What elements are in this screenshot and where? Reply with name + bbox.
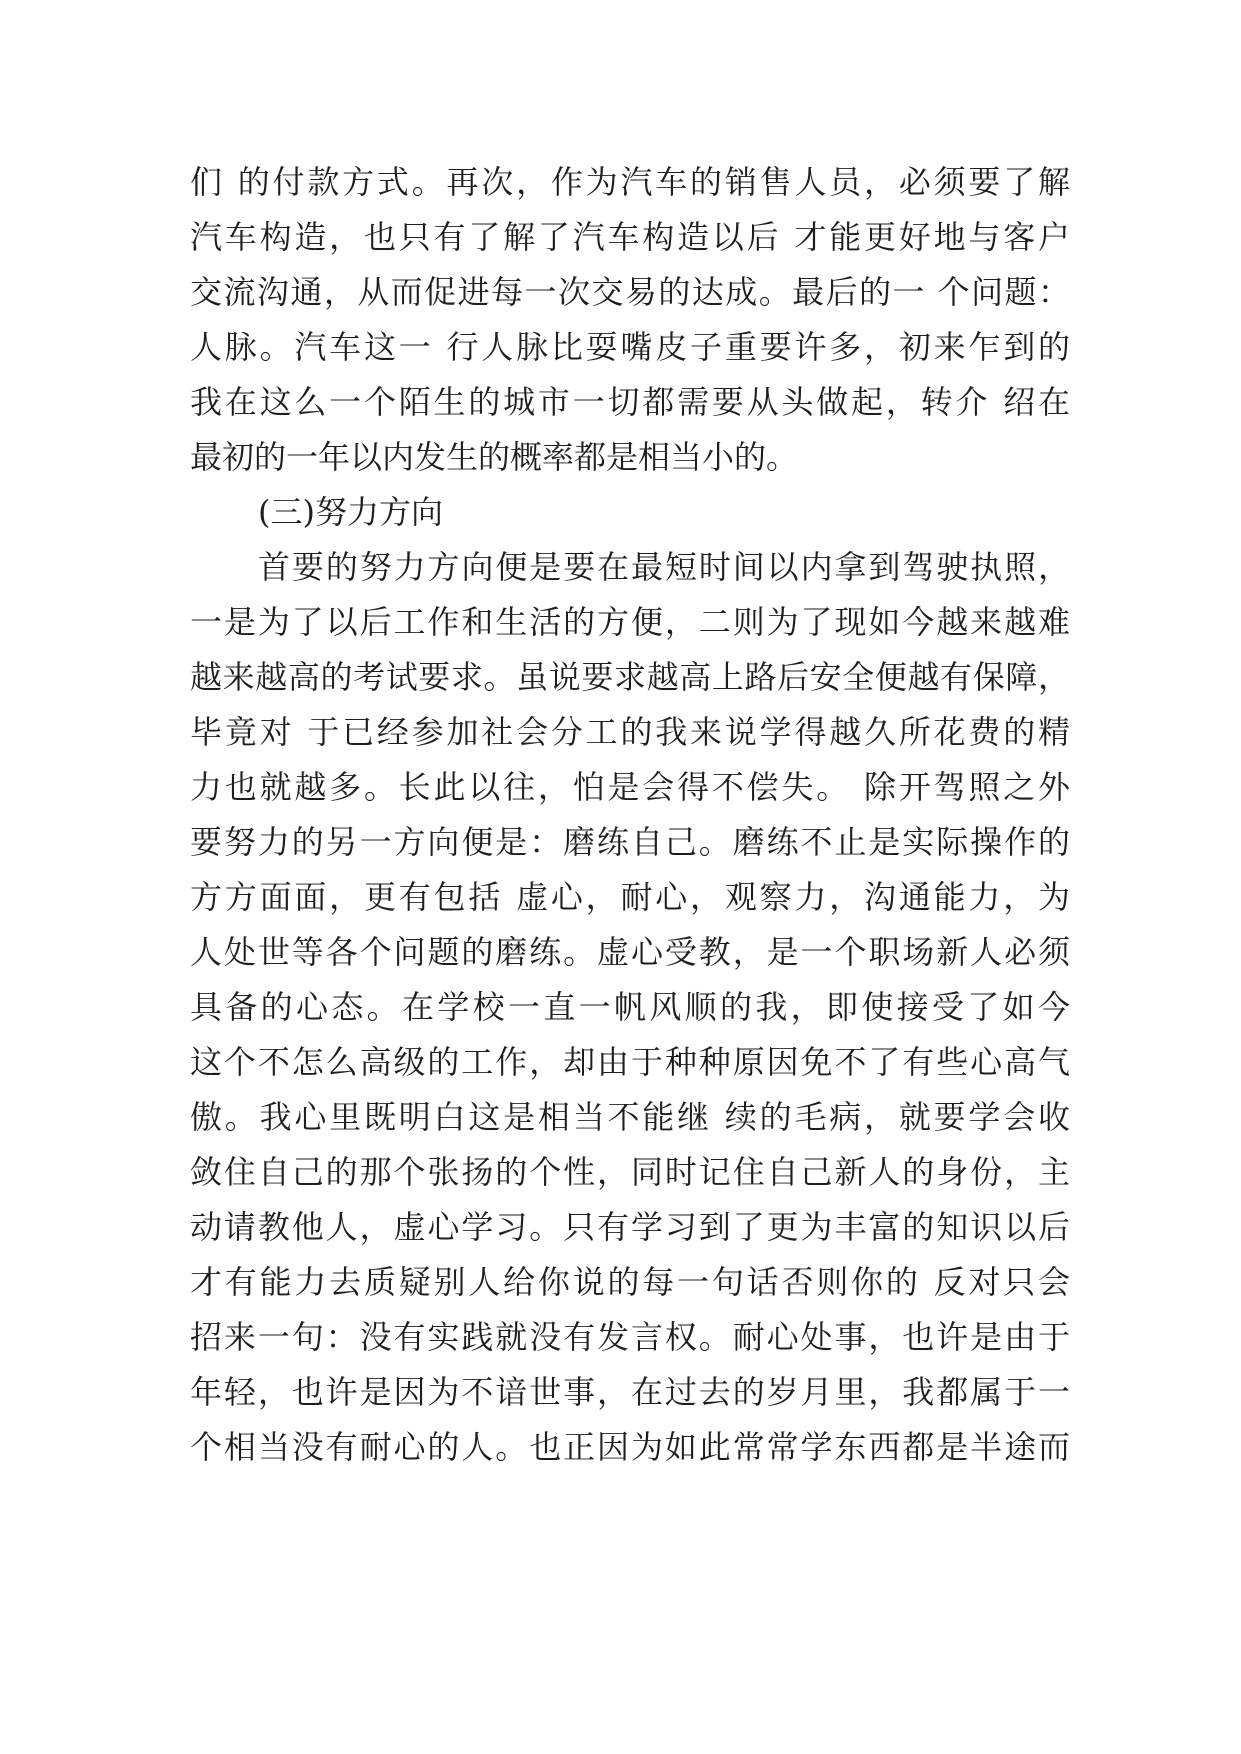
text-line: 们 的付款方式。再次，作为汽车的销售人员，必须要了解 xyxy=(190,163,1070,201)
text-line: 年轻，也许是因为不谙世事，在过去的岁月里，我都属于一 xyxy=(190,1373,1070,1411)
text-line: 首要的努力方向便是要在最短时间以内拿到驾驶执照， xyxy=(258,548,1070,586)
text-line: 具备的心态。在学校一直一帆风顺的我，即使接受了如今 xyxy=(190,988,1070,1026)
text-line: 个相当没有耐心的人。也正因为如此常常学东西都是半途而 xyxy=(190,1428,1070,1466)
text-line: 交流沟通，从而促进每一次交易的达成。最后的一 个问题： xyxy=(190,273,1070,311)
text-line: 最初的一年以内发生的概率都是相当小的。 xyxy=(190,438,799,476)
text-line: 越来越高的考试要求。虽说要求越高上路后安全便越有保障， xyxy=(190,658,1070,696)
text-line: 招来一句：没有实践就没有发言权。耐心处事，也许是由于 xyxy=(190,1318,1070,1356)
text-line: 汽车构造，也只有了解了汽车构造以后 才能更好地与客户 xyxy=(190,218,1070,256)
text-line: 这个不怎么高级的工作，却由于种种原因免不了有些心高气 xyxy=(190,1043,1070,1081)
text-line: 毕竟对 于已经参加社会分工的我来说学得越久所花费的精 xyxy=(190,713,1070,751)
text-line: 才有能力去质疑别人给你说的每一句话否则你的 反对只会 xyxy=(190,1263,1070,1301)
text-line: 敛住自己的那个张扬的个性，同时记住自己新人的身份，主 xyxy=(190,1153,1070,1191)
text-line: 人脉。汽车这一 行人脉比耍嘴皮子重要许多，初来乍到的 xyxy=(190,328,1070,366)
text-line: 力也就越多。长此以往，怕是会得不偿失。 除开驾照之外 xyxy=(190,768,1070,806)
body-text xyxy=(190,155,1070,1475)
text-line: 我在这么一个陌生的城市一切都需要从头做起，转介 绍在 xyxy=(190,383,1070,421)
section-heading: (三)努力方向 xyxy=(258,493,443,531)
text-line: 方方面面，更有包括 虚心，耐心，观察力，沟通能力，为 xyxy=(190,878,1070,916)
text-line: 要努力的另一方向便是：磨练自己。磨练不止是实际操作的 xyxy=(190,823,1070,861)
text-line: 人处世等各个问题的磨练。虚心受教，是一个职场新人必须 xyxy=(190,933,1070,971)
text-line: 傲。我心里既明白这是相当不能继 续的毛病，就要学会收 xyxy=(190,1098,1070,1136)
text-line: 动请教他人，虚心学习。只有学习到了更为丰富的知识以后 xyxy=(190,1208,1070,1246)
text-line: 一是为了以后工作和生活的方便，二则为了现如今越来越难 xyxy=(190,603,1070,641)
